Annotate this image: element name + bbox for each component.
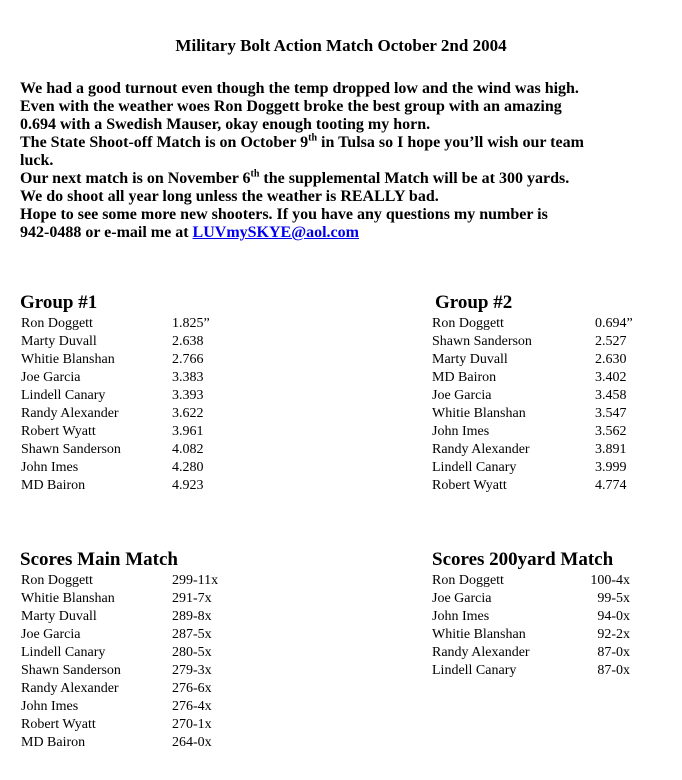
- main-match-results: [21, 572, 261, 752]
- shooter-name: John Imes: [432, 424, 490, 439]
- score-value: 279-3x: [172, 663, 212, 678]
- table-row: [21, 626, 261, 644]
- score-value: 299-11x: [172, 573, 219, 588]
- score-value: 4.923: [172, 478, 204, 493]
- table-row: [21, 644, 261, 662]
- shooter-name: Whitie Blanshan: [21, 591, 115, 606]
- score-value: 3.622: [172, 406, 204, 421]
- table-row: [432, 608, 652, 626]
- shooter-name: Randy Alexander: [432, 645, 530, 660]
- score-value: 4.280: [172, 460, 204, 475]
- score-value: 87-0x: [597, 645, 630, 660]
- table-row: [432, 351, 652, 369]
- table-row: [432, 387, 652, 405]
- page-title: Military Bolt Action Match October 2nd 2004: [175, 36, 507, 55]
- ordinal-suffix: th: [250, 168, 260, 180]
- table-row: [432, 644, 652, 662]
- yard200-match-heading: Scores 200yard Match: [432, 549, 614, 570]
- intro-line: [20, 224, 670, 242]
- table-row: [432, 572, 652, 590]
- shooter-name: John Imes: [432, 609, 490, 624]
- score-value: 3.999: [595, 460, 627, 475]
- intro-text-segment: the supplemental Match will be at 300 yards.: [259, 170, 570, 187]
- table-row: [21, 315, 241, 333]
- shooter-name: Ron Doggett: [432, 573, 504, 588]
- table-row: [21, 387, 241, 405]
- intro-line: [20, 170, 670, 188]
- intro-line: 0.694 with a Swedish Mauser, okay enough tooting my horn.: [20, 116, 431, 133]
- table-row: [21, 680, 261, 698]
- table-row: [21, 716, 261, 734]
- shooter-name: Marty Duvall: [21, 609, 97, 624]
- intro-text-segment: in Tulsa so I hope you’ll wish our team: [317, 134, 584, 151]
- shooter-name: John Imes: [21, 699, 79, 714]
- shooter-name: Ron Doggett: [432, 316, 504, 331]
- group2-heading: Group #2: [435, 292, 513, 313]
- shooter-name: MD Bairon: [432, 370, 497, 385]
- intro-text-segment: Our next match is on November 6: [20, 170, 251, 187]
- table-row: [21, 459, 241, 477]
- intro-line: Even with the weather woes Ron Doggett broke the best group with an amazing: [20, 98, 562, 115]
- table-row: [21, 477, 241, 495]
- intro-line: We had a good turnout even though the temp dropped low and the wind was high.: [20, 80, 579, 97]
- intro-text: [20, 80, 670, 242]
- score-value: 87-0x: [597, 663, 630, 678]
- main-match-heading: Scores Main Match: [20, 549, 178, 570]
- intro-text-segment: The State Shoot-off Match is on October 9: [20, 134, 309, 151]
- table-row: [21, 572, 261, 590]
- table-row: [21, 441, 241, 459]
- score-value: 2.527: [595, 334, 627, 349]
- shooter-name: Robert Wyatt: [21, 424, 96, 439]
- shooter-name: Whitie Blanshan: [432, 627, 526, 642]
- shooter-name: Joe Garcia: [21, 370, 81, 385]
- group1-results: [21, 315, 241, 495]
- score-value: 3.402: [595, 370, 627, 385]
- score-value: 287-5x: [172, 627, 212, 642]
- table-row: [21, 423, 241, 441]
- intro-line: luck.: [20, 152, 54, 169]
- score-value: 94-0x: [597, 609, 630, 624]
- score-value: 276-6x: [172, 681, 212, 696]
- shooter-name: Lindell Canary: [21, 388, 106, 403]
- score-value: 3.458: [595, 388, 627, 403]
- table-row: [21, 590, 261, 608]
- group2-results: [432, 315, 652, 495]
- shooter-name: Whitie Blanshan: [432, 406, 526, 421]
- shooter-name: Robert Wyatt: [432, 478, 507, 493]
- table-row: [21, 333, 241, 351]
- shooter-name: Shawn Sanderson: [432, 334, 532, 349]
- yard200-match-results: [432, 572, 652, 680]
- shooter-name: MD Bairon: [21, 735, 86, 750]
- score-value: 264-0x: [172, 735, 212, 750]
- table-row: [432, 459, 652, 477]
- table-row: [21, 734, 261, 752]
- intro-text-segment: 942-0488 or e-mail me at: [20, 224, 193, 241]
- table-row: [432, 423, 652, 441]
- shooter-name: MD Bairon: [21, 478, 86, 493]
- table-row: [21, 351, 241, 369]
- table-row: [21, 698, 261, 716]
- score-value: 4.082: [172, 442, 204, 457]
- score-value: 289-8x: [172, 609, 212, 624]
- score-value: 270-1x: [172, 717, 212, 732]
- table-row: [432, 405, 652, 423]
- table-row: [21, 405, 241, 423]
- shooter-name: Randy Alexander: [21, 681, 119, 696]
- score-value: 3.891: [595, 442, 627, 457]
- table-row: [432, 441, 652, 459]
- table-row: [432, 662, 652, 680]
- shooter-name: Randy Alexander: [21, 406, 119, 421]
- table-row: [432, 369, 652, 387]
- score-value: 100-4x: [590, 573, 630, 588]
- score-value: 3.547: [595, 406, 627, 421]
- score-value: 3.393: [172, 388, 204, 403]
- table-row: [432, 626, 652, 644]
- score-value: 3.562: [595, 424, 627, 439]
- ordinal-suffix: th: [308, 132, 318, 144]
- shooter-name: Joe Garcia: [432, 388, 492, 403]
- score-value: 2.638: [172, 334, 204, 349]
- shooter-name: Ron Doggett: [21, 316, 93, 331]
- score-value: 92-2x: [597, 627, 630, 642]
- email-link[interactable]: LUVmySKYE@aol.com: [192, 224, 359, 241]
- table-row: [432, 315, 652, 333]
- intro-line: [20, 134, 670, 152]
- shooter-name: Shawn Sanderson: [21, 442, 121, 457]
- score-value: 0.694”: [595, 316, 633, 331]
- shooter-name: Shawn Sanderson: [21, 663, 121, 678]
- shooter-name: Randy Alexander: [432, 442, 530, 457]
- score-value: 3.383: [172, 370, 204, 385]
- table-row: [432, 477, 652, 495]
- shooter-name: Marty Duvall: [21, 334, 97, 349]
- score-value: 291-7x: [172, 591, 212, 606]
- shooter-name: Lindell Canary: [432, 663, 517, 678]
- shooter-name: Ron Doggett: [21, 573, 93, 588]
- shooter-name: Lindell Canary: [21, 645, 106, 660]
- shooter-name: Joe Garcia: [21, 627, 81, 642]
- score-value: 276-4x: [172, 699, 212, 714]
- score-value: 3.961: [172, 424, 204, 439]
- shooter-name: Robert Wyatt: [21, 717, 96, 732]
- table-row: [432, 333, 652, 351]
- shooter-name: Lindell Canary: [432, 460, 517, 475]
- score-value: 99-5x: [597, 591, 630, 606]
- group1-heading: Group #1: [20, 292, 98, 313]
- shooter-name: Joe Garcia: [432, 591, 492, 606]
- table-row: [21, 662, 261, 680]
- table-row: [21, 369, 241, 387]
- score-value: 4.774: [595, 478, 627, 493]
- intro-line: We do shoot all year long unless the weather is REALLY bad.: [20, 188, 439, 205]
- shooter-name: Marty Duvall: [432, 352, 508, 367]
- table-row: [432, 590, 652, 608]
- shooter-name: Whitie Blanshan: [21, 352, 115, 367]
- score-value: 1.825”: [172, 316, 210, 331]
- score-value: 2.766: [172, 352, 204, 367]
- table-row: [21, 608, 261, 626]
- intro-line: Hope to see some more new shooters. If you have any questions my number is: [20, 206, 548, 223]
- score-value: 280-5x: [172, 645, 212, 660]
- score-value: 2.630: [595, 352, 627, 367]
- shooter-name: John Imes: [21, 460, 79, 475]
